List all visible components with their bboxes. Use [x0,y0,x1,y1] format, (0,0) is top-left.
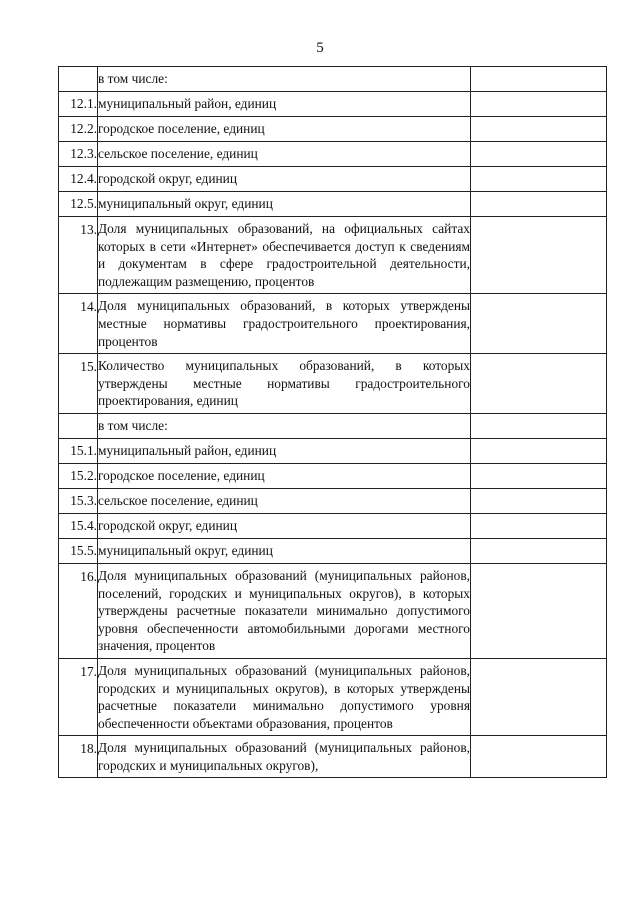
row-text: городской округ, единиц [98,167,471,192]
row-text: городское поселение, единиц [98,117,471,142]
row-number: 15.1. [59,438,98,463]
row-number: 16. [59,563,98,658]
row-value-cell [471,192,607,217]
table-row [59,658,607,735]
table-row [59,67,607,92]
row-text: в том числе: [98,413,471,438]
row-text: сельское поселение, единиц [98,488,471,513]
row-text: муниципальный район, единиц [98,92,471,117]
table-row [59,354,607,414]
row-text: муниципальный округ, единиц [98,538,471,563]
row-text: Количество муниципальных образований, в которых утверждены местные нормативы градостроительного проектирования, единиц [98,354,471,414]
row-text: Доля муниципальных образований, в которых утверждены местные нормативы градостроительного проектирования, процентов [98,294,471,354]
indicators-table [58,66,607,778]
row-number: 15. [59,354,98,414]
row-text: муниципальный район, единиц [98,438,471,463]
table-row [59,413,607,438]
row-number: 15.2. [59,463,98,488]
row-value-cell [471,658,607,735]
row-number: 15.3. [59,488,98,513]
row-number: 15.5. [59,538,98,563]
table-row [59,117,607,142]
table-row [59,142,607,167]
row-text: Доля муниципальных образований (муниципальных районов, городских и муниципальных округов), в которых утверждены расчетные показатели минимально допустимого уровня обеспеченности объектами образования, процентов [98,658,471,735]
table-row [59,438,607,463]
row-number: 12.3. [59,142,98,167]
row-value-cell [471,92,607,117]
row-number: 18. [59,736,98,778]
row-value-cell [471,463,607,488]
table-row [59,563,607,658]
row-value-cell [471,488,607,513]
table-row [59,736,607,778]
row-number: 14. [59,294,98,354]
row-text: городское поселение, единиц [98,463,471,488]
table-row [59,488,607,513]
row-text: Доля муниципальных образований, на официальных сайтах которых в сети «Интернет» обеспечивается доступ к сведениям и документам в сфере градостроительной деятельности, подлежащим размещению, процентов [98,217,471,294]
row-number: 12.5. [59,192,98,217]
row-text: в том числе: [98,67,471,92]
row-value-cell [471,413,607,438]
row-number: 13. [59,217,98,294]
row-value-cell [471,736,607,778]
row-value-cell [471,513,607,538]
row-value-cell [471,354,607,414]
row-value-cell [471,217,607,294]
table-row [59,538,607,563]
table-row [59,463,607,488]
table-row [59,217,607,294]
row-number [59,413,98,438]
row-value-cell [471,142,607,167]
row-number: 12.2. [59,117,98,142]
row-value-cell [471,438,607,463]
row-text: городской округ, единиц [98,513,471,538]
row-text: сельское поселение, единиц [98,142,471,167]
row-value-cell [471,117,607,142]
row-value-cell [471,563,607,658]
row-text: Доля муниципальных образований (муниципальных районов, поселений, городских и муниципальных округов), в которых утверждены расчетные показатели минимально допустимого уровня обеспеченности автомобильными дорогами местного значения, процентов [98,563,471,658]
table-row [59,513,607,538]
table-row [59,167,607,192]
row-value-cell [471,538,607,563]
row-value-cell [471,294,607,354]
row-value-cell [471,67,607,92]
row-number: 12.4. [59,167,98,192]
row-number: 15.4. [59,513,98,538]
row-number: 17. [59,658,98,735]
row-value-cell [471,167,607,192]
row-text: Доля муниципальных образований (муниципальных районов, городских и муниципальных округов), [98,736,471,778]
page-number: 5 [316,40,324,56]
table-row [59,294,607,354]
row-number [59,67,98,92]
row-number: 12.1. [59,92,98,117]
row-text: муниципальный округ, единиц [98,192,471,217]
table-row [59,92,607,117]
table-row [59,192,607,217]
